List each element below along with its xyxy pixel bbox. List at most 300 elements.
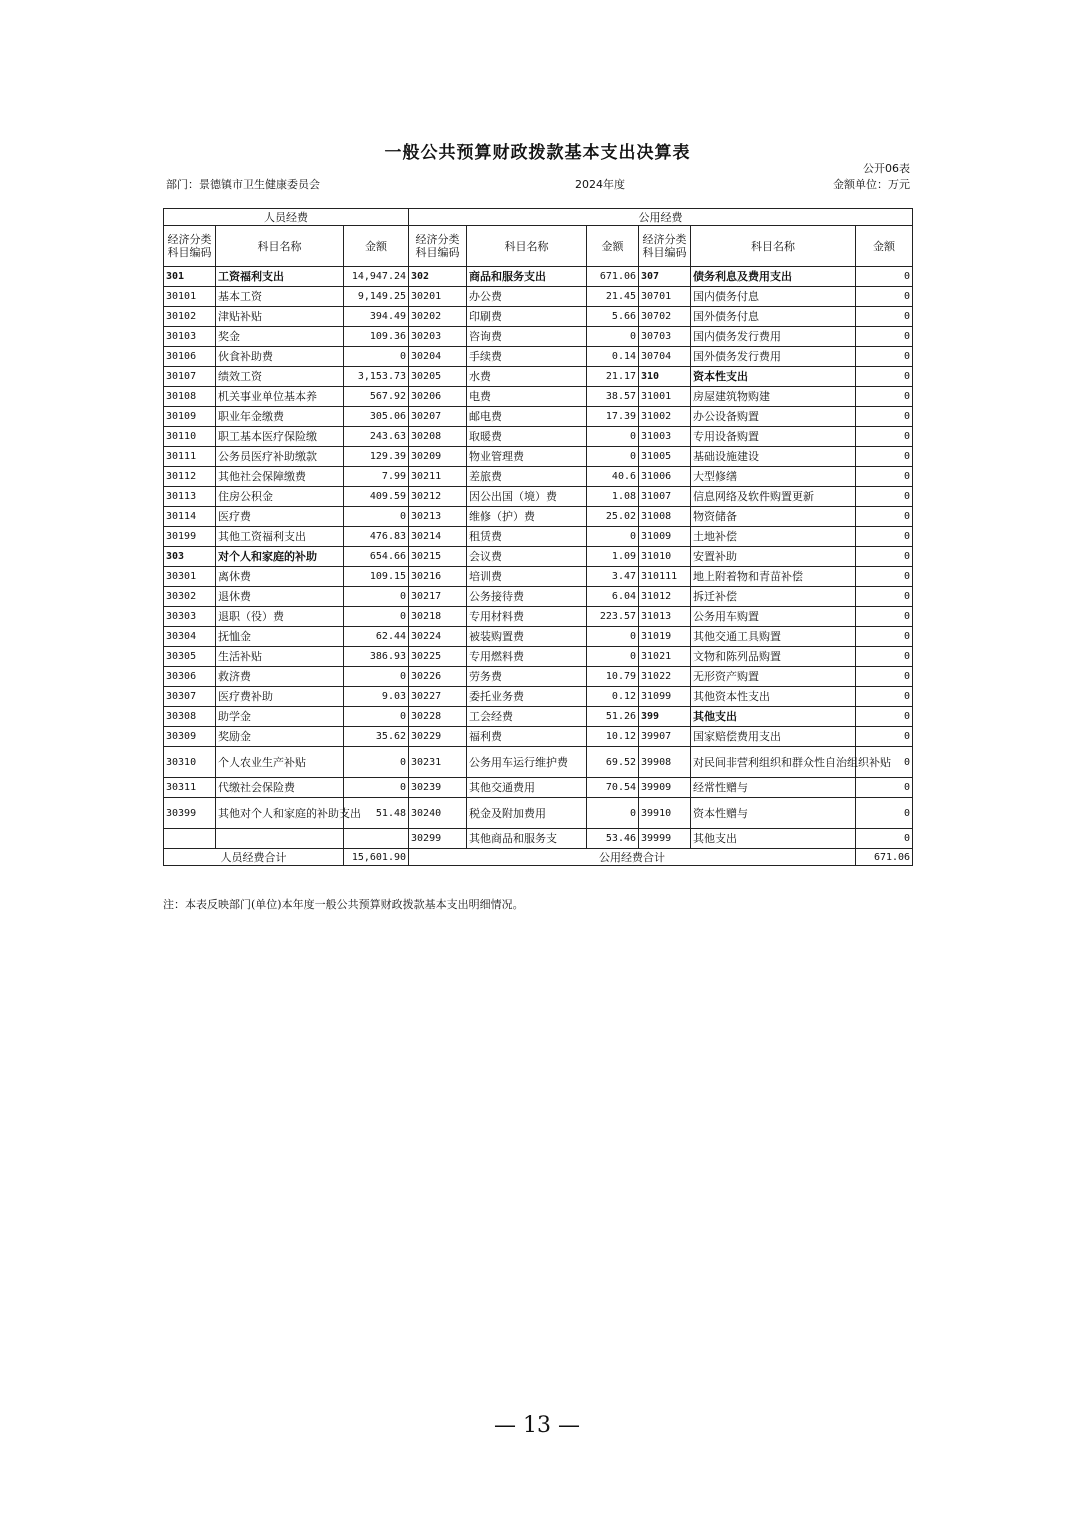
table-row — [164, 707, 913, 727]
subject-name: 生活补贴 — [216, 647, 344, 667]
economic-code: 39908 — [639, 747, 691, 778]
subject-name: 无形资产购置 — [691, 667, 856, 687]
subject-name: 商品和服务支出 — [467, 267, 587, 287]
amount: 0 — [344, 347, 409, 367]
amount: 129.39 — [344, 447, 409, 467]
amount: 0 — [856, 447, 913, 467]
amount: 25.02 — [587, 507, 639, 527]
subject-name: 办公设备购置 — [691, 407, 856, 427]
economic-code: 399 — [639, 707, 691, 727]
economic-code: 303 — [164, 547, 216, 567]
subject-name: 物资储备 — [691, 507, 856, 527]
table-row — [164, 567, 913, 587]
amount: 0 — [856, 667, 913, 687]
table-row — [164, 307, 913, 327]
amount: 386.93 — [344, 647, 409, 667]
subject-name: 专用材料费 — [467, 607, 587, 627]
amount: 0 — [587, 447, 639, 467]
economic-code: 30205 — [409, 367, 467, 387]
table-row — [164, 667, 913, 687]
subject-name: 被装购置费 — [467, 627, 587, 647]
amount: 35.62 — [344, 727, 409, 747]
amount: 0.14 — [587, 347, 639, 367]
subject-name — [216, 829, 344, 849]
amount: 0 — [856, 327, 913, 347]
economic-code: 30702 — [639, 307, 691, 327]
column-header-row — [164, 226, 913, 267]
unit-label: 金额单位：万元 — [833, 178, 910, 191]
amount: 109.15 — [344, 567, 409, 587]
amount: 0 — [856, 527, 913, 547]
table-row — [164, 587, 913, 607]
economic-code: 30224 — [409, 627, 467, 647]
year-label: 2024年度 — [575, 178, 625, 191]
subject-name: 离休费 — [216, 567, 344, 587]
economic-code: 30106 — [164, 347, 216, 367]
subject-name: 公务员医疗补助缴款 — [216, 447, 344, 467]
economic-code: 30213 — [409, 507, 467, 527]
economic-code: 31099 — [639, 687, 691, 707]
amount: 0 — [856, 567, 913, 587]
amount: 40.6 — [587, 467, 639, 487]
economic-code: 30703 — [639, 327, 691, 347]
table-row — [164, 647, 913, 667]
subject-name: 对民间非营利组织和群众性自治组织补贴 — [691, 747, 856, 778]
amount: 0 — [856, 798, 913, 829]
amount: 0 — [856, 467, 913, 487]
subject-name: 差旅费 — [467, 467, 587, 487]
amount: 38.57 — [587, 387, 639, 407]
amount: 70.54 — [587, 778, 639, 798]
subject-name: 福利费 — [467, 727, 587, 747]
economic-code: 30399 — [164, 798, 216, 829]
subject-name: 水费 — [467, 367, 587, 387]
subject-name: 工资福利支出 — [216, 267, 344, 287]
amount: 0 — [587, 527, 639, 547]
subject-name: 职工基本医疗保险缴 — [216, 427, 344, 447]
amount: 10.79 — [587, 667, 639, 687]
subject-name: 其他对个人和家庭的补助支出 — [216, 798, 344, 829]
subject-name: 其他交通费用 — [467, 778, 587, 798]
economic-code: 30199 — [164, 527, 216, 547]
subject-name: 物业管理费 — [467, 447, 587, 467]
amount: 0 — [856, 687, 913, 707]
subject-name: 国内债务付息 — [691, 287, 856, 307]
economic-code: 310111 — [639, 567, 691, 587]
economic-code — [164, 829, 216, 849]
amount: 17.39 — [587, 407, 639, 427]
table-row — [164, 687, 913, 707]
table-row — [164, 527, 913, 547]
amount: 394.49 — [344, 307, 409, 327]
economic-code: 30202 — [409, 307, 467, 327]
amount: 0 — [344, 507, 409, 527]
amount — [344, 829, 409, 849]
economic-code: 31012 — [639, 587, 691, 607]
amount: 3.47 — [587, 567, 639, 587]
amount: 53.46 — [587, 829, 639, 849]
economic-code: 31002 — [639, 407, 691, 427]
col-header-amount: 金额 — [344, 226, 409, 267]
amount: 0 — [344, 778, 409, 798]
subject-name: 其他支出 — [691, 707, 856, 727]
economic-code: 30212 — [409, 487, 467, 507]
economic-code: 30701 — [639, 287, 691, 307]
amount: 51.26 — [587, 707, 639, 727]
col-header-code: 经济分类科目编码 — [409, 226, 467, 267]
economic-code: 30305 — [164, 647, 216, 667]
subject-name: 绩效工资 — [216, 367, 344, 387]
economic-code: 30228 — [409, 707, 467, 727]
subject-name: 公务用车运行维护费 — [467, 747, 587, 778]
public-total-label: 公用经费合计 — [409, 849, 856, 866]
economic-code: 31022 — [639, 667, 691, 687]
subject-name: 会议费 — [467, 547, 587, 567]
economic-code: 31003 — [639, 427, 691, 447]
subject-name: 公务用车购置 — [691, 607, 856, 627]
economic-code: 31019 — [639, 627, 691, 647]
economic-code: 30215 — [409, 547, 467, 567]
amount: 0 — [856, 487, 913, 507]
amount: 0 — [856, 547, 913, 567]
economic-code: 30108 — [164, 387, 216, 407]
table-row — [164, 267, 913, 287]
col-header-name: 科目名称 — [467, 226, 587, 267]
amount: 0 — [856, 707, 913, 727]
economic-code: 30111 — [164, 447, 216, 467]
economic-code: 30107 — [164, 367, 216, 387]
subject-name: 印刷费 — [467, 307, 587, 327]
economic-code: 301 — [164, 267, 216, 287]
subject-name: 资本性赠与 — [691, 798, 856, 829]
amount: 476.83 — [344, 527, 409, 547]
amount: 0 — [856, 778, 913, 798]
amount: 0 — [856, 647, 913, 667]
subject-name: 地上附着物和青苗补偿 — [691, 567, 856, 587]
subject-name: 国外债务付息 — [691, 307, 856, 327]
subject-name: 国外债务发行费用 — [691, 347, 856, 367]
amount: 109.36 — [344, 327, 409, 347]
table-row — [164, 467, 913, 487]
subject-name: 信息网络及软件购置更新 — [691, 487, 856, 507]
amount: 1.08 — [587, 487, 639, 507]
amount: 0 — [856, 287, 913, 307]
subject-name: 国内债务发行费用 — [691, 327, 856, 347]
economic-code: 30208 — [409, 427, 467, 447]
amount: 0 — [587, 627, 639, 647]
table-row — [164, 747, 913, 778]
table-row — [164, 607, 913, 627]
economic-code: 30229 — [409, 727, 467, 747]
economic-code: 302 — [409, 267, 467, 287]
public-total-amount: 671.06 — [856, 849, 913, 866]
col-header-code: 经济分类科目编码 — [639, 226, 691, 267]
amount: 69.52 — [587, 747, 639, 778]
amount: 9.03 — [344, 687, 409, 707]
amount: 0 — [856, 267, 913, 287]
amount: 0 — [344, 707, 409, 727]
amount: 21.17 — [587, 367, 639, 387]
total-row — [164, 849, 913, 866]
subject-name: 救济费 — [216, 667, 344, 687]
subject-name: 其他资本性支出 — [691, 687, 856, 707]
table-row — [164, 487, 913, 507]
subject-name: 文物和陈列品购置 — [691, 647, 856, 667]
economic-code: 30299 — [409, 829, 467, 849]
economic-code: 30302 — [164, 587, 216, 607]
economic-code: 31001 — [639, 387, 691, 407]
subject-name: 国家赔偿费用支出 — [691, 727, 856, 747]
personnel-total-amount: 15,601.90 — [344, 849, 409, 866]
economic-code: 30102 — [164, 307, 216, 327]
economic-code: 30109 — [164, 407, 216, 427]
subject-name: 维修（护）费 — [467, 507, 587, 527]
table-row — [164, 507, 913, 527]
amount: 6.04 — [587, 587, 639, 607]
economic-code: 30203 — [409, 327, 467, 347]
economic-code: 30206 — [409, 387, 467, 407]
economic-code: 30103 — [164, 327, 216, 347]
subject-name: 住房公积金 — [216, 487, 344, 507]
table-row — [164, 347, 913, 367]
economic-code: 30309 — [164, 727, 216, 747]
amount: 3,153.73 — [344, 367, 409, 387]
subject-name: 其他支出 — [691, 829, 856, 849]
economic-code: 30239 — [409, 778, 467, 798]
amount: 223.57 — [587, 607, 639, 627]
subject-name: 取暖费 — [467, 427, 587, 447]
subject-name: 职业年金缴费 — [216, 407, 344, 427]
economic-code: 31005 — [639, 447, 691, 467]
subject-name: 大型修缮 — [691, 467, 856, 487]
subject-name: 拆迁补偿 — [691, 587, 856, 607]
group-header-row — [164, 209, 913, 226]
col-header-code: 经济分类科目编码 — [164, 226, 216, 267]
amount: 409.59 — [344, 487, 409, 507]
subject-name: 个人农业生产补贴 — [216, 747, 344, 778]
subject-name: 津贴补贴 — [216, 307, 344, 327]
economic-code: 30217 — [409, 587, 467, 607]
amount: 0 — [587, 427, 639, 447]
amount: 0 — [856, 607, 913, 627]
subject-name: 土地补偿 — [691, 527, 856, 547]
amount: 9,149.25 — [344, 287, 409, 307]
amount: 0 — [856, 387, 913, 407]
amount: 1.09 — [587, 547, 639, 567]
table-row — [164, 327, 913, 347]
group-header-personnel: 人员经费 — [164, 209, 409, 226]
subject-name: 助学金 — [216, 707, 344, 727]
subject-name: 安置补助 — [691, 547, 856, 567]
amount: 243.63 — [344, 427, 409, 447]
group-header-public: 公用经费 — [409, 209, 913, 226]
amount: 0 — [856, 347, 913, 367]
amount: 0 — [587, 327, 639, 347]
subject-name: 劳务费 — [467, 667, 587, 687]
economic-code: 30214 — [409, 527, 467, 547]
economic-code: 30113 — [164, 487, 216, 507]
economic-code: 30216 — [409, 567, 467, 587]
economic-code: 30101 — [164, 287, 216, 307]
table-row — [164, 447, 913, 467]
economic-code: 30303 — [164, 607, 216, 627]
economic-code: 30227 — [409, 687, 467, 707]
amount: 0 — [344, 587, 409, 607]
table-row — [164, 287, 913, 307]
budget-table — [163, 208, 913, 866]
amount: 0.12 — [587, 687, 639, 707]
subject-name: 咨询费 — [467, 327, 587, 347]
amount: 654.66 — [344, 547, 409, 567]
economic-code: 31021 — [639, 647, 691, 667]
subject-name: 委托业务费 — [467, 687, 587, 707]
amount: 0 — [856, 307, 913, 327]
subject-name: 其他社会保障缴费 — [216, 467, 344, 487]
subject-name: 经常性赠与 — [691, 778, 856, 798]
economic-code: 31007 — [639, 487, 691, 507]
economic-code: 30112 — [164, 467, 216, 487]
amount: 0 — [344, 667, 409, 687]
page-title: 一般公共预算财政拨款基本支出决算表 — [384, 143, 691, 163]
economic-code: 39907 — [639, 727, 691, 747]
economic-code: 30231 — [409, 747, 467, 778]
amount: 0 — [856, 507, 913, 527]
col-header-amount: 金额 — [587, 226, 639, 267]
amount: 0 — [344, 607, 409, 627]
subject-name: 基本工资 — [216, 287, 344, 307]
subject-name: 专用燃料费 — [467, 647, 587, 667]
economic-code: 30226 — [409, 667, 467, 687]
economic-code: 30306 — [164, 667, 216, 687]
amount: 51.48 — [344, 798, 409, 829]
subject-name: 奖励金 — [216, 727, 344, 747]
subject-name: 其他商品和服务支 — [467, 829, 587, 849]
subject-name: 因公出国（境）费 — [467, 487, 587, 507]
table-row — [164, 727, 913, 747]
economic-code: 30201 — [409, 287, 467, 307]
economic-code: 30304 — [164, 627, 216, 647]
economic-code: 30110 — [164, 427, 216, 447]
economic-code: 30310 — [164, 747, 216, 778]
amount: 21.45 — [587, 287, 639, 307]
subject-name: 抚恤金 — [216, 627, 344, 647]
subject-name: 邮电费 — [467, 407, 587, 427]
subject-name: 其他交通工具购置 — [691, 627, 856, 647]
table-row — [164, 367, 913, 387]
economic-code: 30240 — [409, 798, 467, 829]
economic-code: 30209 — [409, 447, 467, 467]
economic-code: 307 — [639, 267, 691, 287]
amount: 0 — [856, 427, 913, 447]
economic-code: 30207 — [409, 407, 467, 427]
subject-name: 专用设备购置 — [691, 427, 856, 447]
subject-name: 公务接待费 — [467, 587, 587, 607]
subject-name: 伙食补助费 — [216, 347, 344, 367]
table-row — [164, 547, 913, 567]
department-label: 部门：景德镇市卫生健康委员会 — [166, 178, 320, 191]
amount: 305.06 — [344, 407, 409, 427]
subject-name: 医疗费 — [216, 507, 344, 527]
economic-code: 30204 — [409, 347, 467, 367]
economic-code: 30114 — [164, 507, 216, 527]
subject-name: 工会经费 — [467, 707, 587, 727]
economic-code: 30211 — [409, 467, 467, 487]
amount: 0 — [856, 587, 913, 607]
subject-name: 对个人和家庭的补助 — [216, 547, 344, 567]
economic-code: 31013 — [639, 607, 691, 627]
table-row — [164, 829, 913, 849]
subject-name: 办公费 — [467, 287, 587, 307]
table-row — [164, 427, 913, 447]
table-row — [164, 387, 913, 407]
economic-code: 30307 — [164, 687, 216, 707]
economic-code: 310 — [639, 367, 691, 387]
subject-name: 税金及附加费用 — [467, 798, 587, 829]
amount: 0 — [856, 727, 913, 747]
amount: 0 — [856, 829, 913, 849]
amount: 671.06 — [587, 267, 639, 287]
amount: 14,947.24 — [344, 267, 409, 287]
subject-name: 债务利息及费用支出 — [691, 267, 856, 287]
amount: 0 — [856, 407, 913, 427]
economic-code: 30218 — [409, 607, 467, 627]
subject-name: 代缴社会保险费 — [216, 778, 344, 798]
subject-name: 租赁费 — [467, 527, 587, 547]
subject-name: 退休费 — [216, 587, 344, 607]
page-number: — 13 — — [494, 1413, 580, 1438]
subject-name: 基础设施建设 — [691, 447, 856, 467]
economic-code: 39999 — [639, 829, 691, 849]
subject-name: 医疗费补助 — [216, 687, 344, 707]
col-header-name: 科目名称 — [691, 226, 856, 267]
economic-code: 30225 — [409, 647, 467, 667]
amount: 0 — [587, 798, 639, 829]
table-note: 注：本表反映部门(单位)本年度一般公共预算财政拨款基本支出明细情况。 — [163, 898, 524, 911]
subject-name: 电费 — [467, 387, 587, 407]
amount: 0 — [587, 647, 639, 667]
subject-name: 机关事业单位基本养 — [216, 387, 344, 407]
table-row — [164, 778, 913, 798]
col-header-amount: 金额 — [856, 226, 913, 267]
economic-code: 30308 — [164, 707, 216, 727]
amount: 0 — [856, 367, 913, 387]
amount: 0 — [856, 747, 913, 778]
amount: 10.12 — [587, 727, 639, 747]
amount: 0 — [344, 747, 409, 778]
subject-name: 手续费 — [467, 347, 587, 367]
economic-code: 30301 — [164, 567, 216, 587]
subject-name: 其他工资福利支出 — [216, 527, 344, 547]
economic-code: 31010 — [639, 547, 691, 567]
subject-name: 奖金 — [216, 327, 344, 347]
table-row — [164, 407, 913, 427]
form-code: 公开06表 — [863, 162, 910, 175]
economic-code: 30311 — [164, 778, 216, 798]
subject-name: 退职（役）费 — [216, 607, 344, 627]
subject-name: 资本性支出 — [691, 367, 856, 387]
economic-code: 39910 — [639, 798, 691, 829]
amount: 0 — [856, 627, 913, 647]
table-row — [164, 798, 913, 829]
economic-code: 31008 — [639, 507, 691, 527]
amount: 62.44 — [344, 627, 409, 647]
subject-name: 房屋建筑物购建 — [691, 387, 856, 407]
economic-code: 30704 — [639, 347, 691, 367]
economic-code: 39909 — [639, 778, 691, 798]
personnel-total-label: 人员经费合计 — [164, 849, 344, 866]
economic-code: 31006 — [639, 467, 691, 487]
amount: 567.92 — [344, 387, 409, 407]
